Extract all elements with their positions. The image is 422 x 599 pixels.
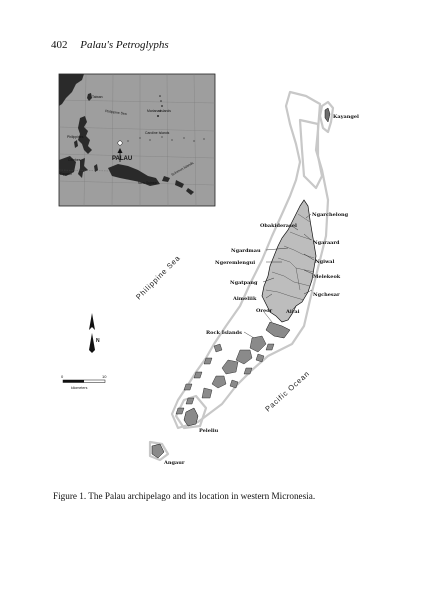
inset-label-philippines: Philippines — [67, 135, 84, 139]
island-peleliu — [184, 408, 198, 426]
inset-label-solomon: Solomon Islands — [170, 160, 195, 177]
label-melekeok: Melekeok — [313, 274, 341, 280]
label-ngaraard: Ngaraard — [313, 240, 340, 246]
label-rock-islands: Rock Islands — [206, 330, 242, 336]
label-ngeremlengui: Ngeremlengui — [215, 260, 256, 266]
label-airai: Airai — [286, 309, 300, 315]
label-ngatpang: Ngatpang — [230, 280, 258, 286]
north-label: N — [96, 338, 100, 344]
label-ngardmau: Ngardmau — [231, 248, 261, 254]
label-obakiderasel: Obakiderasel — [260, 223, 297, 229]
label-oreor: Oreor — [256, 308, 273, 314]
page-number: 402 — [51, 39, 68, 51]
label-angaur: Angaur — [164, 460, 185, 466]
scale-start: 0 — [61, 374, 64, 379]
label-ngchesar: Ngchesar — [313, 292, 340, 298]
label-ngiwal: Ngiwal — [315, 259, 335, 265]
label-philippine-sea: Philippine Sea — [134, 253, 183, 302]
figure-caption: Figure 1. The Palau archipelago and its location in western Micronesia. — [53, 491, 316, 501]
inset-palau-marker — [118, 141, 122, 145]
island-kayangel — [325, 108, 330, 122]
label-aimeliik: Aimeliik — [233, 296, 257, 302]
island-babeldaob — [262, 200, 316, 322]
inset-label-equator: Equator — [60, 172, 72, 176]
inset-map — [59, 74, 215, 206]
label-ngarchelong: Ngarchelong — [312, 212, 349, 218]
scale-unit: kilometers — [71, 386, 88, 390]
label-kayangel: Kayangel — [333, 114, 359, 120]
inset-label-celebes: Celebes — [68, 158, 81, 162]
inset-label-mariana: Mariana Islands — [147, 109, 171, 113]
inset-label-caroline: Caroline Islands — [145, 131, 170, 135]
inset-label-taiwan: Taiwan — [92, 95, 103, 99]
label-peleliu: Peleliu — [199, 428, 219, 434]
scale-bar — [61, 374, 107, 390]
label-pacific-ocean: Pacific Ocean — [263, 368, 312, 414]
rock-islands-cluster — [176, 336, 274, 414]
scale-end: 10 — [102, 374, 107, 379]
north-arrow — [89, 313, 100, 353]
island-oreor — [266, 322, 290, 338]
inset-label-new-guinea: New Guinea — [138, 181, 157, 185]
inset-label-palau: PALAU — [112, 156, 133, 162]
running-title: Palau's Petroglyphs — [80, 39, 169, 51]
inset-label-philippine-sea: Philippine Sea — [104, 109, 127, 117]
